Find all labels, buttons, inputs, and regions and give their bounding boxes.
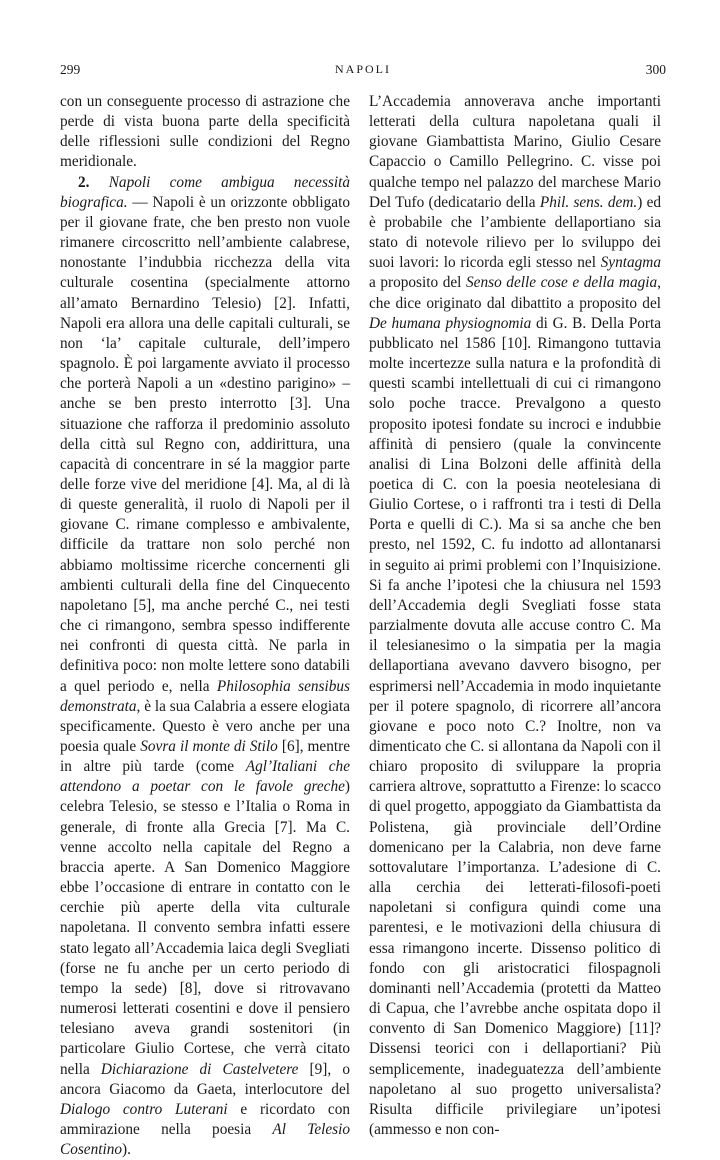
text-run: — Napoli è un orizzonte obbligato per il giovane frate, che ben presto non vuole rimanere circoscritto nell’ambiente calabrese, nonostante l’indubbia ricchezza della vita culturale cosentina (specialmente attorno all’amato Bernardino Telesio) [2]. Infatti, Napoli era allora una delle capitali culturali, se non ‘la’ capitale culturale, dell’impero spagnolo. È poi largamente avviato il processo che porterà Napoli a un «destino parigino» – anche se ben presto interrotto [3]. Una situazione che rafforza il predominio assoluto della città sul Regno con, addirittura, una capacità di concentrare in sé la maggior parte delle forze vive del meridione [4]. Ma, al di là di queste generalità, il ruolo di Napoli per il giovane C. rimane complesso e ambivalente, difficile da trattare non solo perché non abbiamo moltissime ricerche concernenti gli ambienti culturali della fine del Cinquecento napoletano [5], ma anche perché C., nei testi che ci rimangono, sembra spesso indifferente nei confronti di questa città. Ne parla in definitiva poco: non molte lettere sono databili a quel periodo e, nella [60, 193, 350, 695]
work-title: Phil. sens. dem. [539, 193, 638, 211]
text-run: ) celebra Telesio, se stesso e l’Italia o Roma in generale, di fronte alla Grecia [7]. Ma C. venne accolto nella capitale del Regno a braccia aperte. A San Domenico Maggiore ebbe l’occasione di entrare in contatto con le cerchie più aperte della vita culturale napoletana. Il convento sembra infatti essere stato legato all’Accademia laica degli Svegliati (forse ne fu anche per un certo periodo di tempo la sede) [8], dove si ritrovavano numerosi letterati cosentini e dove il pensiero telesiano aveva grandi sostenitori (in particolare Giulio Cortese, che verrà citato nella [60, 778, 350, 1078]
text-run: ). [122, 1141, 131, 1159]
text-run: ) ed è probabile che l’ambiente dellaportiano sia stato di notevole rilievo per lo sviluppo dei suoi lavori: lo ricorda egli stesso nel [369, 193, 662, 272]
work-title: Philosophia sensibus demonstrata [60, 677, 350, 715]
work-title: De humana physiognomia [369, 314, 532, 332]
work-title: Agl’Italiani che attendono a poetar con le favole greche [60, 758, 351, 796]
running-header [60, 62, 666, 78]
work-title: Senso delle cose e della magia [466, 274, 658, 292]
text-run: [9], o ancora Giacomo da Gaeta, interlocutore del [60, 1060, 350, 1098]
right-column [369, 92, 661, 1140]
paragraph-continuation: con un conseguente processo di astrazione che perde di vista buona parte della specificità delle riflessioni sulle condizioni del Regno meridionale. [60, 93, 350, 171]
left-column [60, 92, 350, 1160]
section-title: Napoli come ambigua necessità biografica. [60, 173, 350, 211]
work-title: Sovra il monte di Stilo [140, 738, 278, 755]
work-title: Syntagma [600, 254, 661, 272]
text-run: [6], mentre in altre più tarde (come [60, 738, 351, 776]
text-run: , è la sua Calabria a essere elogiata specificamente. Questo è vero anche per una poesia quale [60, 697, 350, 755]
work-title: Al Telesio Cosentino [60, 1120, 351, 1159]
work-title: Dialogo contro Luterani [60, 1100, 228, 1118]
section-number: 2. [78, 173, 90, 191]
page-number-right: 300 [645, 62, 666, 77]
text-run: di G. B. Della Porta pubblicato nel 1586 [10]. Rimangono tuttavia molte incertezze sulla natura e la profondità di questi scambi intellettuali di cui ci rimangono solo poche tracce. Prevalgono a questo proposito ipotesi fondate su incroci e indubbie affinità di pensiero (quale la convincente analisi di Lina Bolzoni delle affinità della poetica di C. con la poesia neotelesiana di Giulio Cortese, o i raffronti tra i testi di Della Porta e quelli di C.). Ma si sa anche che ben presto, nel 1592, C. fu indotto ad allontanarsi in seguito ai primi problemi con l’Inquisizione. Si fa anche l’ipotesi che la chiusura nel 1593 dell’Accademia degli Svegliati fosse stata parzialmente dovuta alle accuse contro C. Ma il telesianesimo o la simpatia per la magia dellaportiana avevano davvero bisogno, per esprimersi nell’Accademia in modo inquietante per il potere spagnolo, di ricorrere all’ancora giovane e poco noto C.? Inoltre, non va dimenticato che C. si allontana da Napoli con il chiaro proposito di sviluppare la propria carriera altrove, soprattutto a Firenze: lo scacco di quel progetto, appoggiato da Giambattista da Polistena, già provinciale dell’Ordine domenicano per la Calabria, non deve farne sottovalutare l’importanza. L’adesione di C. alla cerchia dei letterati-filosofi-poeti napoletani si configura quindi come una parentesi, e le motivazioni della chiusura di essa rimangono incerte. Dissenso politico di fondo con gli aristocratici filospagnoli dominanti nell’Accademia (protetti da Matteo di Capua, che l’avrebbe anche ospitata dopo il convento di San Domenico Maggiore) [11]? Dissensi teorici con i dellaportiani? Più semplicemente, inadeguatezza dell’ambiente napoletano al suo progetto universalista? Risulta difficile privilegiare un’ipotesi (ammesso e non con- [369, 314, 661, 1138]
page-number-left: 299 [60, 62, 81, 77]
text-run: L’Accademia annoverava anche importanti letterati della cultura napoletana quali il giovane Giambattista Marino, Giulio Cesare Capaccio o Camillo Pellegrino. C. visse poi qualche tempo nel palazzo del marchese Mario Del Tufo (dedicatario della [369, 93, 661, 211]
work-title: Dichiarazione di Castelvetere [100, 1060, 299, 1078]
section-2-paragraph [60, 173, 350, 1160]
text-run: , che dice originato dal dibattito a proposito del [369, 274, 661, 312]
text-run: a proposito del [369, 274, 467, 292]
text-run: e ricordato con ammirazione nella poesia [60, 1100, 350, 1138]
running-title: NAPOLI [335, 62, 391, 76]
right-paragraph [369, 92, 661, 1140]
